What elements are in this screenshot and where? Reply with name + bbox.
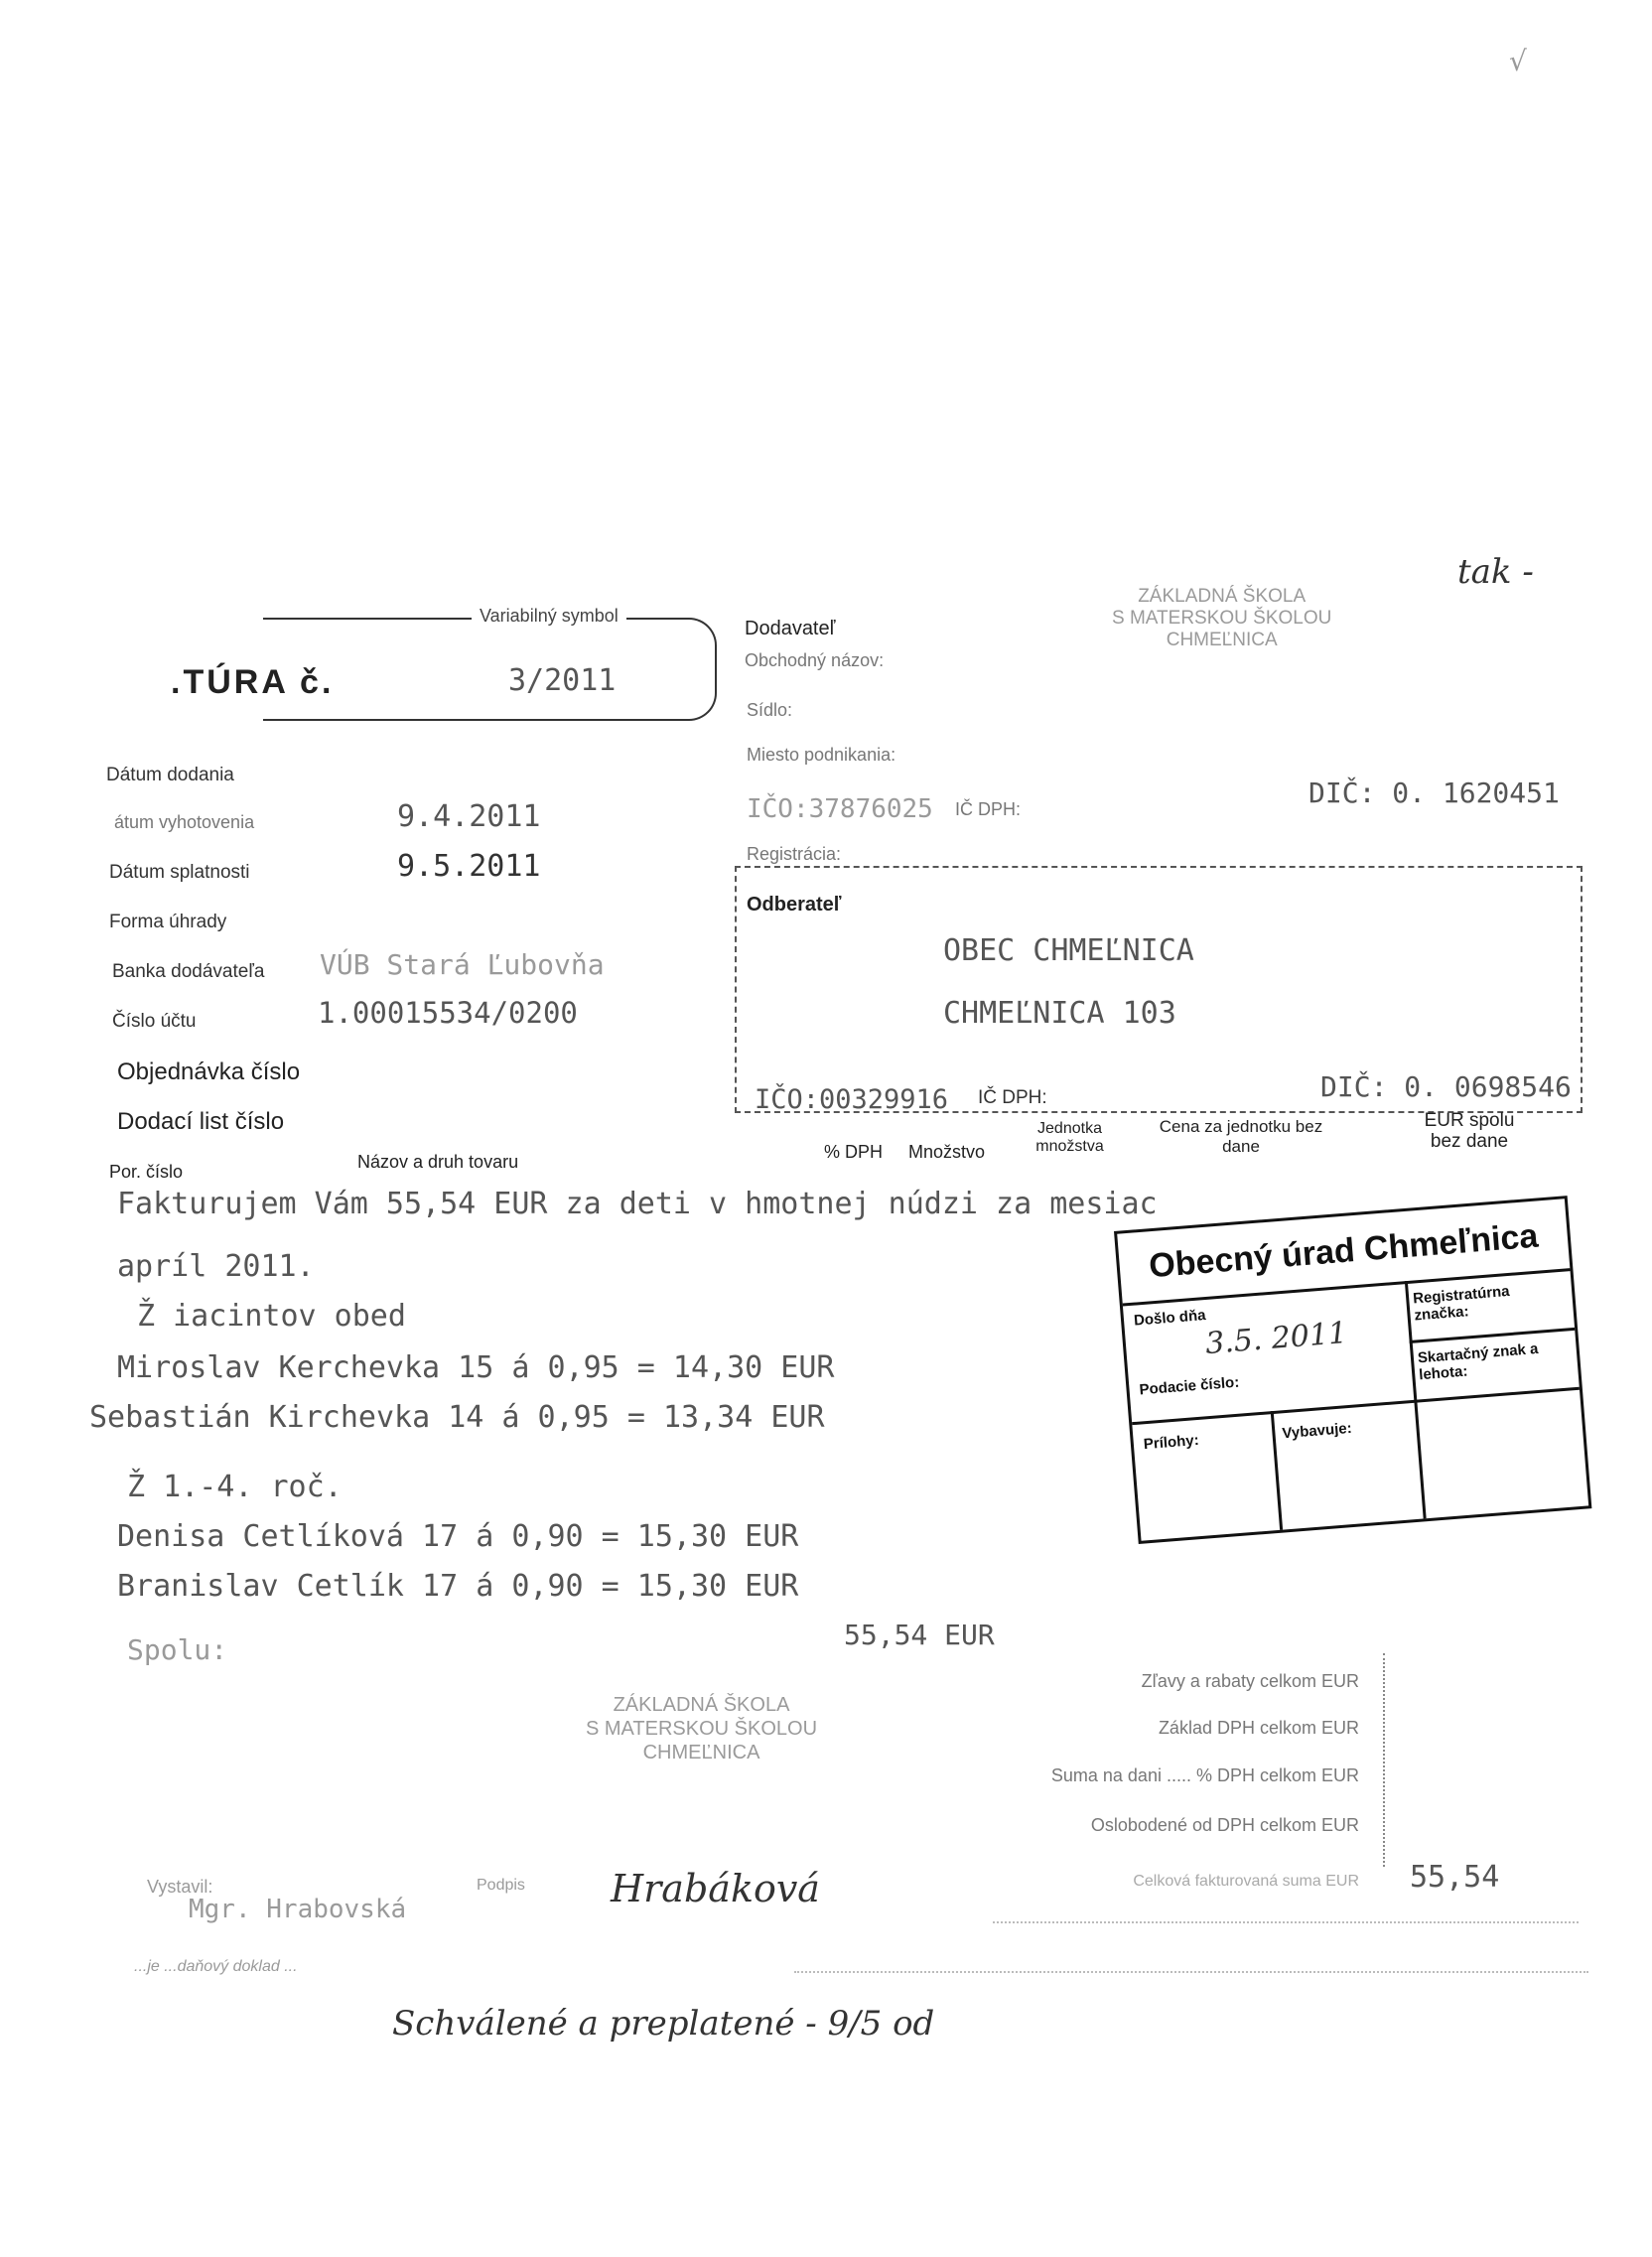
stamp-shred-label: Skartačný znak a lehota: (1417, 1340, 1540, 1384)
supplier-stamp (1112, 586, 1331, 651)
body-line-1: Fakturujem Vám 55,54 EUR za deti v hmotnej núdzi za mesiac (117, 1187, 1158, 1221)
due-date-value: 9.5.2011 (397, 849, 541, 884)
signature-label: Podpis (477, 1877, 525, 1894)
summary-divider (1383, 1653, 1385, 1867)
issue-date-label: átum vyhotovenia (114, 812, 255, 832)
stamp-received-label: Došlo dňa (1133, 1307, 1207, 1330)
stamp-filing-number-label: Podacie číslo: (1138, 1373, 1240, 1399)
summary-vat-amount: Suma na dani ..... % DPH celkom EUR (1050, 1765, 1359, 1785)
account-number-value: 1.00015534/0200 (318, 996, 578, 1030)
body-line-7: Denisa Cetlíková 17 á 0,90 = 15,30 EUR (117, 1519, 799, 1554)
trade-name-label: Obchodný názov: (745, 650, 885, 670)
supplier-ic-dph-label: IČ DPH: (955, 799, 1022, 819)
customer-address: CHMEĽNICA 103 (943, 996, 1176, 1031)
summary-vat-base: Základ DPH celkom EUR (1158, 1718, 1359, 1738)
invoice-title: .TÚRA č. (171, 663, 335, 701)
school-stamp-line3: CHMEĽNICA (642, 1742, 760, 1763)
supplier-title: Dodavateľ (745, 618, 836, 639)
customer-dic: DIČ: 0. 0698546 (1320, 1070, 1572, 1103)
stamp-received-date: 3.5. 2011 (1203, 1315, 1349, 1362)
body-line-5: Sebastián Kirchevka 14 á 0,95 = 13,34 EUR (89, 1400, 825, 1435)
body-line-3: Ž iacintov obed (137, 1299, 406, 1334)
col-order-number: Por. číslo (109, 1162, 184, 1182)
school-stamp (586, 1693, 817, 1764)
total-label: Spolu: (127, 1633, 228, 1666)
supplier-stamp-line2: S MATERSKOU ŠKOLOU (1112, 608, 1332, 629)
invoice-number: 3/2011 (508, 663, 617, 698)
handwritten-signature: Hrabáková (611, 1867, 820, 1910)
summary-discounts: Zľavy a rabaty celkom EUR (1141, 1671, 1359, 1691)
supplier-stamp-line1: ZÁKLADNÁ ŠKOLA (1138, 586, 1307, 607)
body-line-8: Branislav Cetlík 17 á 0,90 = 15,30 EUR (117, 1569, 799, 1604)
body-line-6: Ž 1.-4. roč. (127, 1470, 343, 1504)
issued-by-label: Vystavil: (147, 1877, 213, 1897)
school-stamp-line2: S MATERSKOU ŠKOLOU (586, 1718, 818, 1740)
received-stamp (1114, 1196, 1591, 1544)
summary-vat-exempt: Oslobodené od DPH celkom EUR (1090, 1815, 1359, 1835)
registration-label: Registrácia: (747, 844, 842, 864)
school-stamp-line1: ZÁKLADNÁ ŠKOLA (613, 1694, 790, 1716)
col-quantity: Množstvo (908, 1142, 986, 1162)
due-date-label: Dátum splatnosti (109, 862, 250, 883)
stamp-attachments-label: Prílohy: (1143, 1431, 1200, 1454)
customer-ic-dph-label: IČ DPH: (978, 1087, 1047, 1108)
col-goods-name: Názov a druh tovaru (357, 1152, 519, 1172)
footer-dotted-line (993, 1921, 1579, 1923)
issued-by-name: Mgr. Hrabovská (189, 1895, 407, 1924)
col-total: EUR spolu bez dane (1424, 1110, 1515, 1152)
total-value: 55,54 EUR (844, 1619, 995, 1651)
account-number-label: Číslo účtu (112, 1011, 197, 1032)
corner-mark: √ (1509, 45, 1527, 77)
business-place-label: Miesto podnikania: (747, 745, 896, 765)
seat-label: Sídlo: (747, 700, 793, 720)
stamp-registry-mark-label: Registratúrna značka: (1412, 1282, 1511, 1325)
bank-value: VÚB Stará Ľubovňa (320, 948, 605, 981)
delivery-date-label: Dátum dodania (106, 765, 234, 785)
col-vat: % DPH (824, 1142, 884, 1162)
customer-ico: IČO:00329916 (755, 1084, 949, 1115)
customer-title: Odberateľ (747, 894, 842, 916)
supplier-ico: IČO:37876025 (747, 794, 933, 824)
customer-name: OBEC CHMEĽNICA (943, 933, 1194, 968)
summary-total-value: 55,54 (1410, 1860, 1500, 1895)
delivery-note-label: Dodací list číslo (117, 1108, 285, 1135)
body-line-2: apríl 2011. (117, 1249, 315, 1284)
summary-total-label: Celková fakturovaná suma EUR (1133, 1873, 1359, 1890)
variable-symbol-label: Variabilný symbol (472, 606, 626, 627)
supplier-stamp-line3: CHMEĽNICA (1166, 630, 1278, 650)
handwritten-approval: Schválené a preplatené - 9/5 od (392, 2004, 935, 2044)
col-unit: Jednotka množstva (1035, 1120, 1104, 1155)
supplier-dic: DIČ: 0. 1620451 (1308, 776, 1560, 809)
body-line-4: Miroslav Kerchevka 15 á 0,95 = 14,30 EUR (117, 1350, 835, 1385)
bank-label: Banka dodávateľa (112, 961, 265, 982)
payment-form-label: Forma úhrady (109, 912, 227, 932)
stamp-title: Obecný úrad Chmeľnica (1117, 1199, 1570, 1306)
issue-date-value: 9.4.2011 (397, 799, 541, 834)
col-unit-price: Cena za jednotku bez dane (1159, 1117, 1323, 1156)
footer-dotted-line-2 (794, 1971, 1588, 1973)
footer-note: ...je ...daňový doklad ... (134, 1958, 298, 1975)
order-number-label: Objednávka číslo (117, 1058, 301, 1085)
stamp-handler-label: Vybavuje: (1281, 1419, 1353, 1443)
initials-handwritten: tak - (1457, 552, 1534, 592)
